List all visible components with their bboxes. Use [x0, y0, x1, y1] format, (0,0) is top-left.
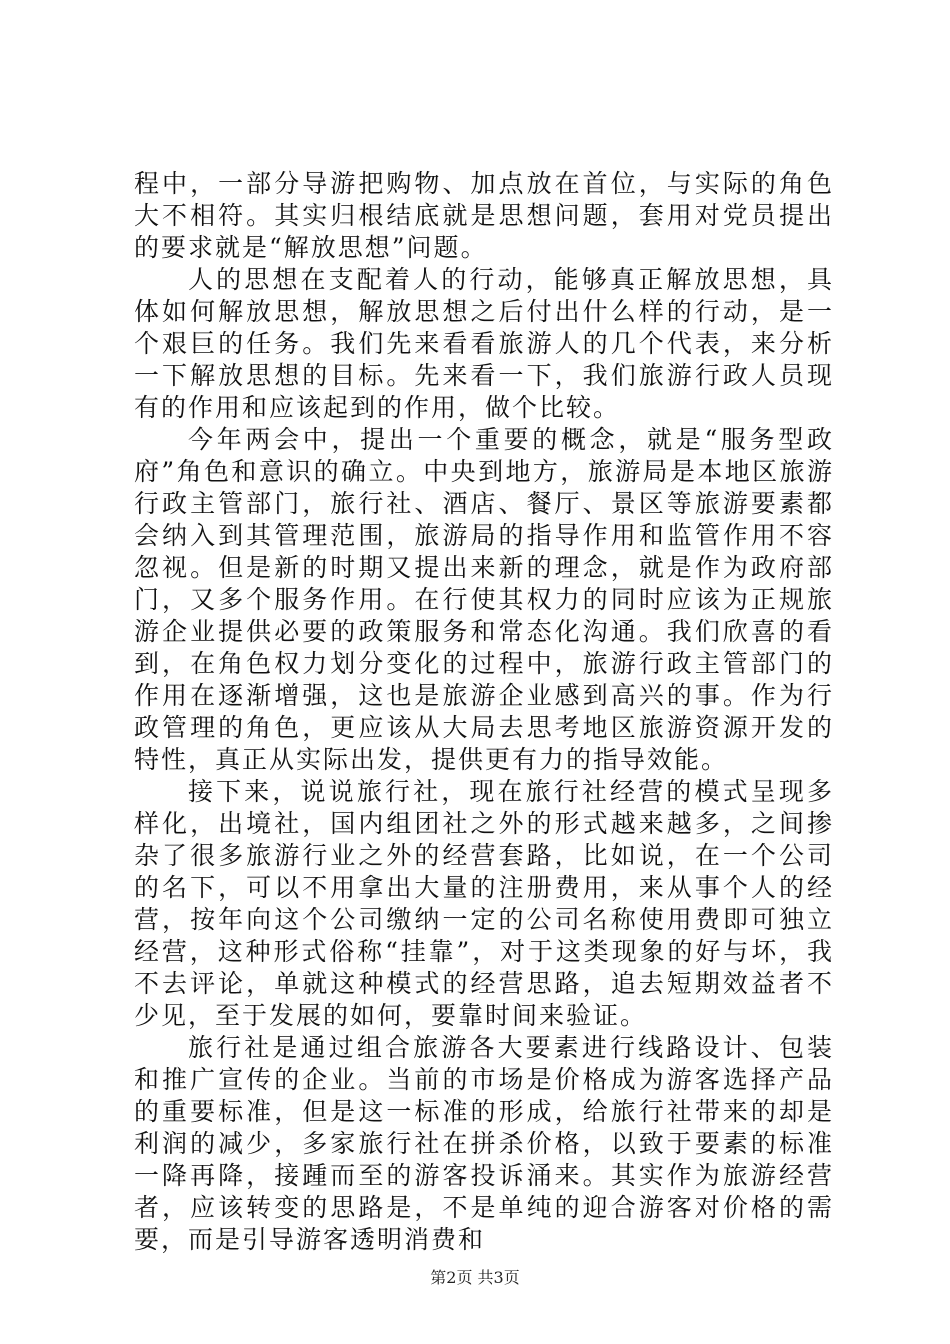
- paragraph-4: 接下来，说说旅行社，现在旅行社经营的模式呈现多样化，出境社，国内组团社之外的形式越来越多，之间掺杂了很多旅游行业之外的经营套路，比如说，在一个公司的名下，可以不用拿出大量的注册费用，来从事个人的经营，按年向这个公司缴纳一定的公司名称使用费即可独立经营，这种形式俗称“挂靠”，对于这类现象的好与坏，我不去评论，单就这种模式的经营思路，追去短期效益者不少见，至于发展的如何，要靠时间来验证。: [134, 777, 834, 1030]
- page-footer: 第2页 共3页: [430, 1268, 520, 1287]
- paragraph-2: 人的思想在支配着人的行动，能够真正解放思想，具体如何解放思想，解放思想之后付出什么样的行动，是一个艰巨的任务。我们先来看看旅游人的几个代表，来分析一下解放思想的目标。先来看一下，我们旅游行政人员现有的作用和应该起到的作用，做个比较。: [134, 265, 834, 422]
- paragraph-5: 旅行社是通过组合旅游各大要素进行线路设计、包装和推广宣传的企业。当前的市场是价格成为游客选择产品的重要标准，但是这一标准的形成，给旅行社带来的却是利润的减少，多家旅行社在拼杀价格，以致于要素的标准一降再降，接踵而至的游客投诉涌来。其实作为旅游经营者，应该转变的思路是，不是单纯的迎合游客对价格的需要，而是引导游客透明消费和: [134, 1033, 834, 1254]
- paragraph-3: 今年两会中，提出一个重要的概念，就是“服务型政府”角色和意识的确立。中央到地方，旅游局是本地区旅游行政主管部门，旅行社、酒店、餐厅、景区等旅游要素都会纳入到其管理范围，旅游局的指导作用和监管作用不容忽视。但是新的时期又提出来新的理念，就是作为政府部门，又多个服务作用。在行使其权力的同时应该为正规旅游企业提供必要的政策服务和常态化沟通。我们欣喜的看到，在角色权力划分变化的过程中，旅游行政主管部门的作用在逐渐增强，这也是旅游企业感到高兴的事。作为行政管理的角色，更应该从大局去思考地区旅游资源开发的特性，真正从实际出发，提供更有力的指导效能。: [134, 425, 834, 774]
- paragraph-1: 程中，一部分导游把购物、加点放在首位，与实际的角色大不相符。其实归根结底就是思想问题，套用对党员提出的要求就是“解放思想”问题。: [134, 169, 834, 262]
- document-body: [134, 168, 834, 1256]
